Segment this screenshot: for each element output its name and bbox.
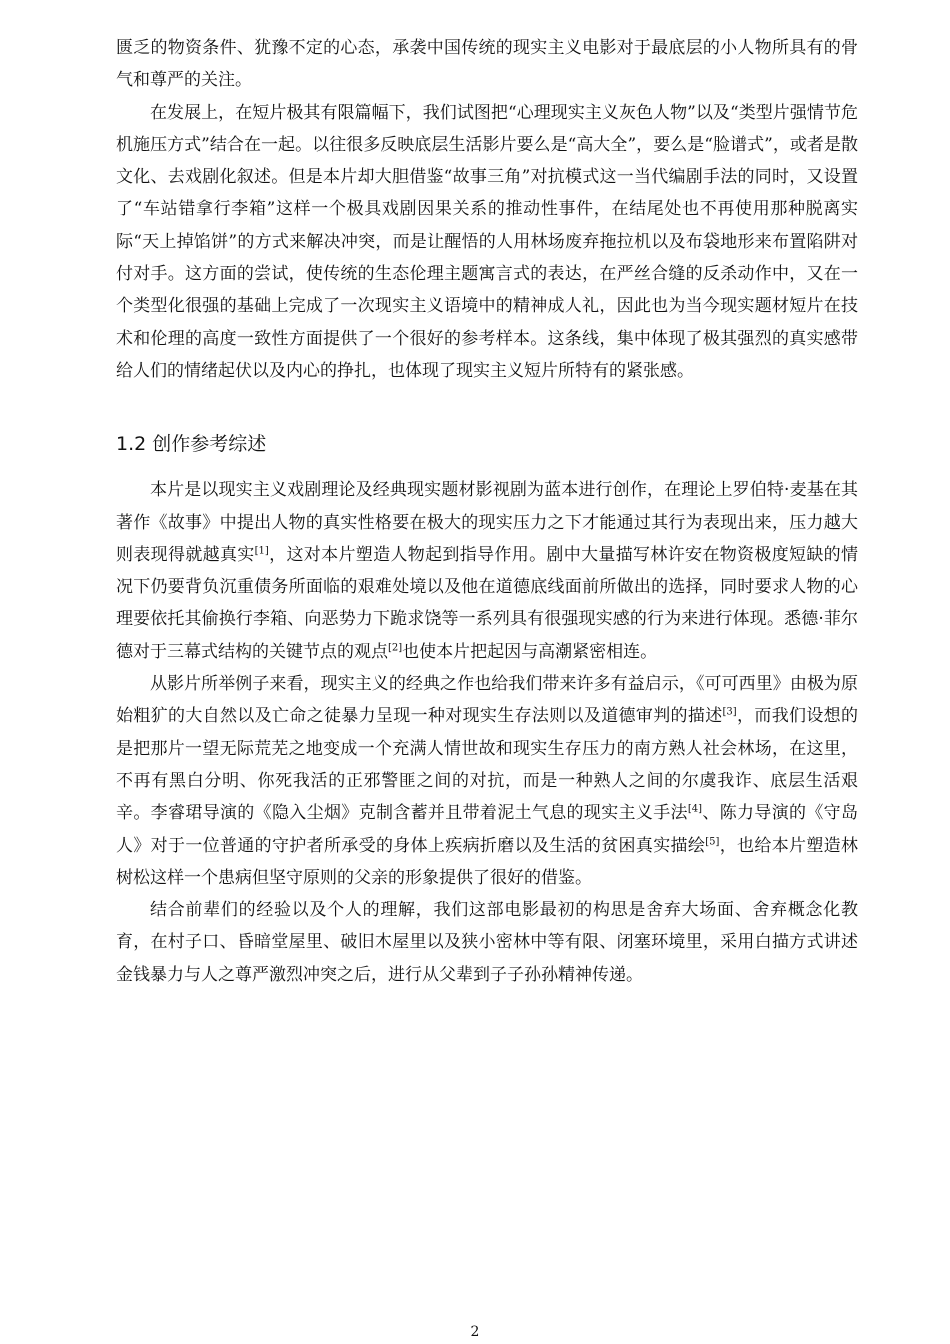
paragraph-3-text-1: 本片是以现实主义戏剧理论及经典现实题材影视剧为蓝本进行创作，在理论上罗伯特·麦基在其著作《故事》中提出人物的真实性格要在极大的现实压力之下才能通过其行为表现出来，压力越大则表现得就越真实 [116, 480, 858, 565]
paragraph-4-text-2: ，而我们设想的是把那片一望无际荒芜之地变成一个充满人情世故和现实生存压力的南方熟人社会林场，在这里，不再有黑白分明、你死我活的正邪警匪之间的对抗，而是一种熟人之间的尔虞我诈、底层生活艰辛。李睿珺导演的《隐入尘烟》克制含蓄并且带着泥土气息的现实主义手法 [116, 706, 859, 824]
paragraph-4-text-1: 从影片所举例子来看，现实主义的经典之作也给我们带来许多有益启示，《可可西里》由极为原始粗犷的大自然以及亡命之徒暴力呈现一种对现实生存法则以及道德审判的描述 [116, 674, 858, 727]
body-paragraph-5: 结合前辈们的经验以及个人的理解，我们这部电影最初的构思是舍弃大场面、舍弃概念化教育，在村子口、昏暗堂屋里、破旧木屋里以及狭小密林中等有限、闭塞环境里，采用白描方式讲述金钱暴力与人之尊严激烈冲突之后，进行从父辈到子子孙孙精神传递。 [116, 900, 858, 985]
paragraph-4-text-4: ，也给本片塑造林树松这样一个患病但坚守原则的父亲的形象提供了很好的借鉴。 [116, 835, 859, 888]
footnote-ref-2[interactable]: [2] [388, 642, 403, 654]
page-number: 2 [470, 1324, 480, 1340]
body-paragraph-4 [116, 668, 858, 894]
page-content [116, 32, 858, 991]
footnote-ref-3[interactable]: [3] [722, 706, 737, 718]
paragraph-4-text-3: 、陈力导演的《守岛人》对于一位普通的守护者所承受的身体上疾病折磨以及生活的贫困真实描绘 [116, 803, 859, 856]
footnote-ref-4[interactable]: [4] [687, 803, 703, 815]
paragraph-3-text-3: 也使本片把起因与高潮紧密相连。 [402, 641, 658, 662]
body-paragraph-2: 在发展上，在短片极其有限篇幅下，我们试图把“心理现实主义灰色人物”以及“类型片强情节危机施压方式”结合在一起。以往很多反映底层生活影片要么是“高大全”，要么是“脸谱式”，或者是散文化、去戏剧化叙述。但是本片却大胆借鉴“故事三角”对抗模式这一当代编剧手法的同时，又设置了“车站错拿行李箱”这样一个极具戏剧因果关系的推动性事件，在结尾处也不再使用那种脱离实际“天上掉馅饼”的方式来解决冲突，而是让醒悟的人用林场废弃拖拉机以及布袋地形来布置陷阱对付对手。这方面的尝试，使传统的生态伦理主题寓言式的表达，在严丝合缝的反杀动作中，又在一个类型化很强的基础上完成了一次现实主义语境中的精神成人礼，因此也为当今现实题材短片在技术和伦理的高度一致性方面提供了一个很好的参考样本。这条线，集中体现了极其强烈的真实感带给人们的情绪起伏以及内心的挣扎，也体现了现实主义短片所特有的紧张感。 [116, 102, 858, 381]
section-heading: 1.2 创作参考综述 [116, 433, 267, 456]
footnote-ref-5[interactable]: [5] [705, 835, 720, 847]
paragraph-3-text-2: ，这对本片塑造人物起到指导作用。剧中大量描写林许安在物资极度短缺的情况下仍要背负沉重债务所面临的艰难处境以及他在道德底线面前所做出的选择，同时要求人物的心理要依托其偷换行李箱、向恶势力下跪求饶等一系列具有很强现实感的行为来进行体现。悉德·菲尔德对于三幕式结构的关键节点的观点 [116, 544, 859, 662]
body-paragraph-3 [116, 474, 858, 668]
footnote-ref-1[interactable]: [1] [254, 545, 269, 557]
body-paragraph-1: 匮乏的物资条件、犹豫不定的心态，承袭中国传统的现实主义电影对于最底层的小人物所具有的骨气和尊严的关注。 [116, 38, 858, 91]
